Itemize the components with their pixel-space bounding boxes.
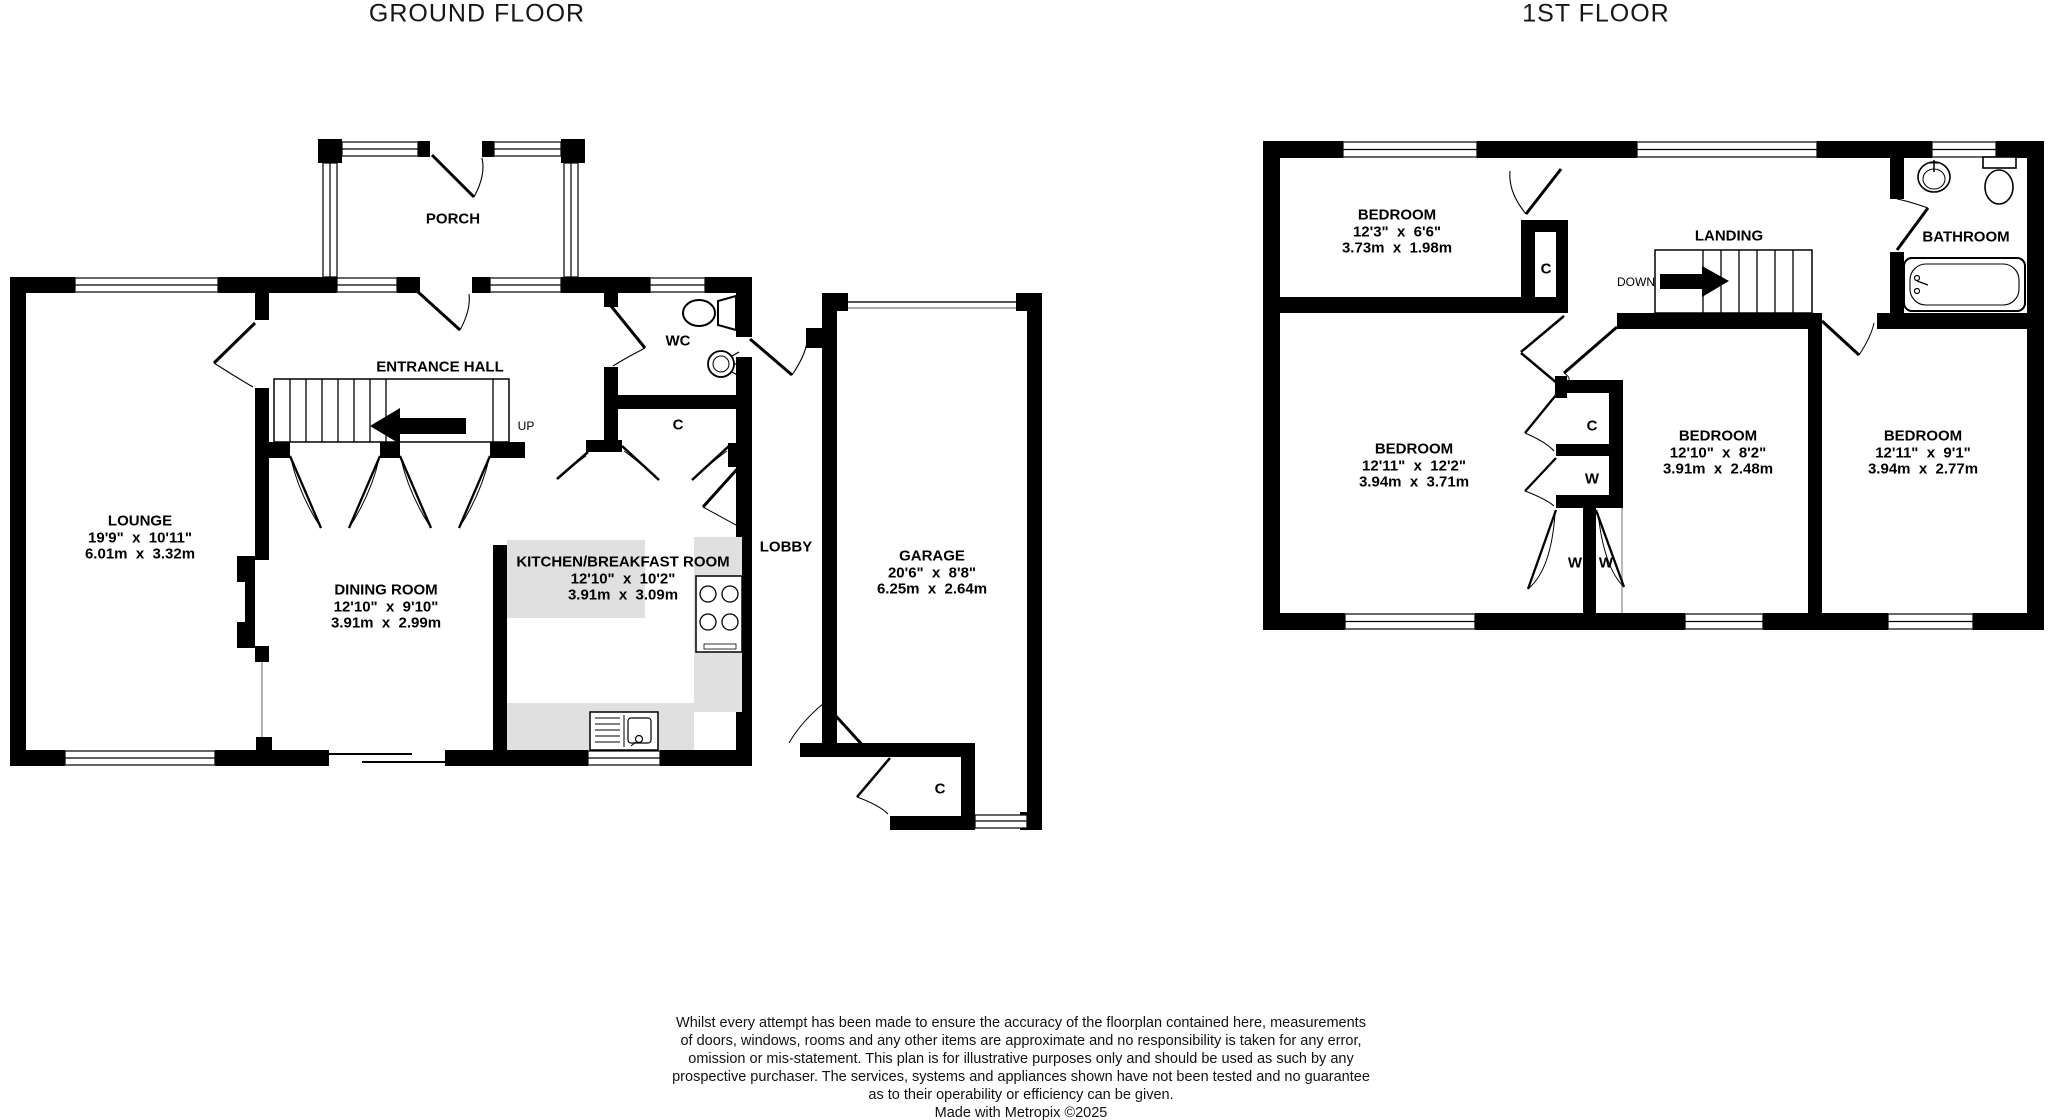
room-name: BEDROOM — [1357, 206, 1437, 224]
disclaimer-line: of doors, windows, rooms and any other items are approximate and no responsibility is taken for any error, — [680, 1033, 1362, 1049]
closet-top-label: C — [1540, 260, 1552, 278]
ground-floor-title: GROUND FLOOR — [368, 0, 586, 28]
room-dims-metric: 3.91m x 2.99m — [330, 614, 442, 632]
room-name: DINING ROOM — [334, 581, 438, 599]
porch-structure — [318, 139, 585, 330]
bathroom-toilet-icon — [1983, 157, 2016, 204]
front-door — [417, 291, 469, 330]
room-name: KITCHEN/BREAKFAST ROOM — [516, 553, 730, 571]
lobby-label: LOBBY — [759, 538, 813, 556]
entrance-hall-label: ENTRANCE HALL — [376, 358, 504, 376]
room-dims-imperial: 19'9" x 10'11" — [88, 528, 192, 546]
room-dims-imperial: 20'6" x 8'8" — [887, 563, 977, 581]
bedroom1-label — [1342, 207, 1452, 257]
bedroom4-label — [1868, 428, 1978, 478]
room-dims-imperial: 12'3" x 6'6" — [1352, 222, 1442, 240]
room-dims-imperial: 12'10" x 9'10" — [333, 597, 439, 615]
porch-label: PORCH — [425, 210, 481, 228]
ground-floor-plan — [10, 139, 1042, 830]
bedroom3-door — [1560, 327, 1617, 385]
room-name: BEDROOM — [1374, 440, 1454, 458]
lobby-front-door — [750, 339, 807, 375]
garage-door — [848, 302, 1016, 308]
toilet-icon — [683, 296, 736, 330]
room-dims-metric: 3.94m x 3.71m — [1358, 473, 1470, 491]
room-dims-imperial: 12'11" x 12'2" — [1362, 456, 1466, 474]
disclaimer-line: omission or mis-statement. This plan is for illustrative purposes only and should be used as such by any — [688, 1051, 1354, 1067]
room-dims-metric: 3.91m x 2.48m — [1662, 460, 1774, 478]
porch-door — [432, 155, 483, 197]
bathroom-basin-icon — [1918, 160, 1950, 192]
wc-structure — [604, 293, 752, 409]
landing-label: LANDING — [1694, 227, 1764, 245]
dining-room-label — [331, 582, 441, 632]
closet-mid-c-label: C — [1586, 417, 1598, 435]
patio-door — [329, 754, 445, 762]
metropix-credit: Made with Metropix ©2025 — [934, 1105, 1108, 1120]
closet-w-left-label: W — [1567, 554, 1583, 572]
closet-w-right-label: W — [1598, 554, 1614, 572]
room-dims-imperial: 12'11" x 9'1" — [1875, 443, 1971, 461]
rear-closet-label: C — [934, 780, 946, 798]
lounge-door — [214, 323, 255, 387]
lounge-divider — [214, 293, 272, 750]
wc-door — [611, 306, 645, 366]
room-dims-metric: 6.25m x 2.64m — [876, 580, 988, 598]
bedroom1-door — [1510, 169, 1561, 214]
sink-icon — [590, 712, 658, 750]
room-dims-metric: 3.94m x 2.77m — [1867, 460, 1979, 478]
room-name: BEDROOM — [1678, 427, 1758, 445]
lounge-label — [85, 513, 195, 563]
stairs-down-label: DOWN — [1617, 275, 1655, 289]
stairs-up-label: UP — [517, 419, 535, 433]
bathtub-icon — [1904, 258, 2025, 311]
wc-label: WC — [665, 332, 691, 350]
staircase-up — [274, 379, 509, 444]
room-name: BEDROOM — [1883, 427, 1963, 445]
room-dims-imperial: 12'10" x 8'2" — [1669, 443, 1767, 461]
hall-lower-wall — [267, 442, 525, 528]
disclaimer — [672, 1014, 1370, 1120]
garage-label — [877, 548, 987, 598]
room-dims-metric: 3.73m x 1.98m — [1341, 239, 1453, 257]
room-name: GARAGE — [899, 547, 965, 565]
room-dims-metric: 6.01m x 3.32m — [84, 545, 196, 563]
bedroom3-label — [1663, 428, 1773, 478]
room-dims-imperial: 12'10" x 10'2" — [570, 569, 676, 587]
hall-closet-label: C — [672, 416, 684, 434]
staircase-down — [1655, 250, 1812, 313]
hall-closet-structure — [557, 409, 752, 525]
bathroom-label: BATHROOM — [1922, 228, 2010, 246]
disclaimer-line: Whilst every attempt has been made to ensure the accuracy of the floorplan contained here, measurements — [676, 1015, 1366, 1031]
first-floor-title: 1ST FLOOR — [1522, 0, 1670, 28]
bedroom2-label — [1359, 441, 1469, 491]
bedroom4-door — [1822, 321, 1874, 355]
room-name: LOUNGE — [107, 512, 173, 530]
closet-mid-w-label: W — [1584, 470, 1600, 488]
disclaimer-line: prospective purchaser. The services, systems and appliances shown have not been tested and no guarantee — [672, 1069, 1370, 1085]
kitchen-label — [516, 554, 729, 604]
room-dims-metric: 3.91m x 3.09m — [567, 586, 679, 604]
disclaimer-line: as to their operability or efficiency can be given. — [868, 1087, 1174, 1103]
